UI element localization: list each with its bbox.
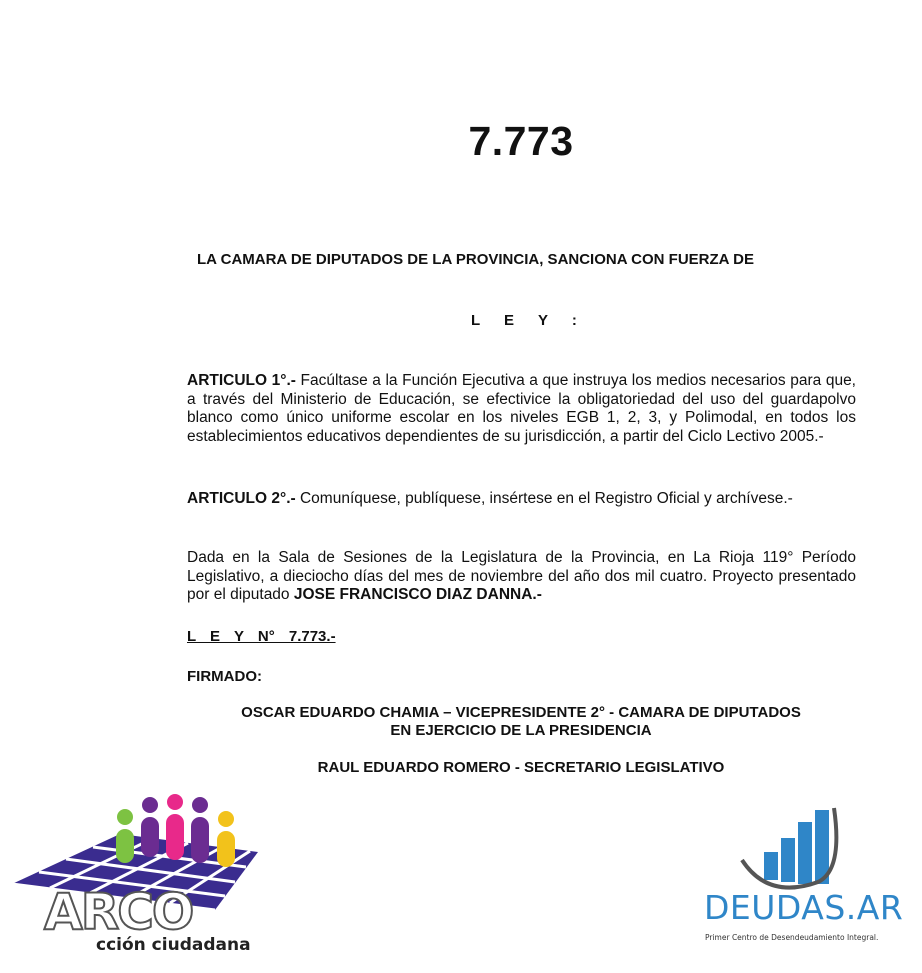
law-number: 7.773 bbox=[468, 118, 574, 164]
sanction-heading: LA CAMARA DE DIPUTADOS DE LA PROVINCIA, SANCIONA CON FUERZA DE bbox=[197, 251, 754, 268]
signed-label: FIRMADO: bbox=[187, 668, 262, 685]
arco-subtitle: cción ciudadana bbox=[96, 935, 251, 955]
article-2-text: Comuníquese, publíquese, insértese en el Registro Oficial y archívese.- bbox=[295, 490, 793, 507]
given-paragraph bbox=[187, 549, 856, 605]
article-1-text: Facúltase a la Función Ejecutiva a que instruya los medios necesarios para que, a través del Ministerio de Educación, se efectivice la obligatoriedad del uso del guardapolvo blanco como único uniforme escolar en los niveles EGB 1, 2, 3, y Polimodal, en todos los establecimientos educativos dependientes de su jurisdicción, a partir del Ciclo Lectivo 2005.- bbox=[187, 372, 856, 445]
arco-wordmark: ARCO bbox=[44, 883, 193, 941]
deudas-wordmark: DEUDAS.AR bbox=[704, 888, 904, 927]
ley-number: L E Y N° 7.773.- bbox=[187, 628, 336, 645]
deudas-buildings-logo bbox=[738, 800, 848, 895]
signer-2: RAUL EDUARDO ROMERO - SECRETARIO LEGISLATIVO bbox=[317, 759, 725, 776]
ley-title: L E Y : bbox=[471, 312, 577, 329]
article-2 bbox=[187, 490, 856, 509]
signer-1-line-2: EN EJERCICIO DE LA PRESIDENCIA bbox=[390, 722, 652, 739]
article-1-label: ARTICULO 1°.- bbox=[187, 372, 296, 389]
deputy-name: JOSE FRANCISCO DIAZ DANNA.- bbox=[293, 586, 542, 603]
signer-1 bbox=[0, 704, 922, 740]
article-1 bbox=[187, 372, 856, 446]
article-2-label: ARTICULO 2°.- bbox=[187, 490, 296, 507]
deudas-tagline: Primer Centro de Desendeudamiento Integral. bbox=[705, 933, 879, 942]
given-text: Dada en la Sala de Sesiones de la Legislatura de la Provincia, en La Rioja 119° Período Legislativo, a dieciocho días del mes de noviembre del año dos mil cuatro. Proyecto presentado por el diputado bbox=[187, 549, 856, 603]
signer-1-line-1: OSCAR EDUARDO CHAMIA – VICEPRESIDENTE 2° - CAMARA DE DIPUTADOS bbox=[241, 704, 801, 721]
